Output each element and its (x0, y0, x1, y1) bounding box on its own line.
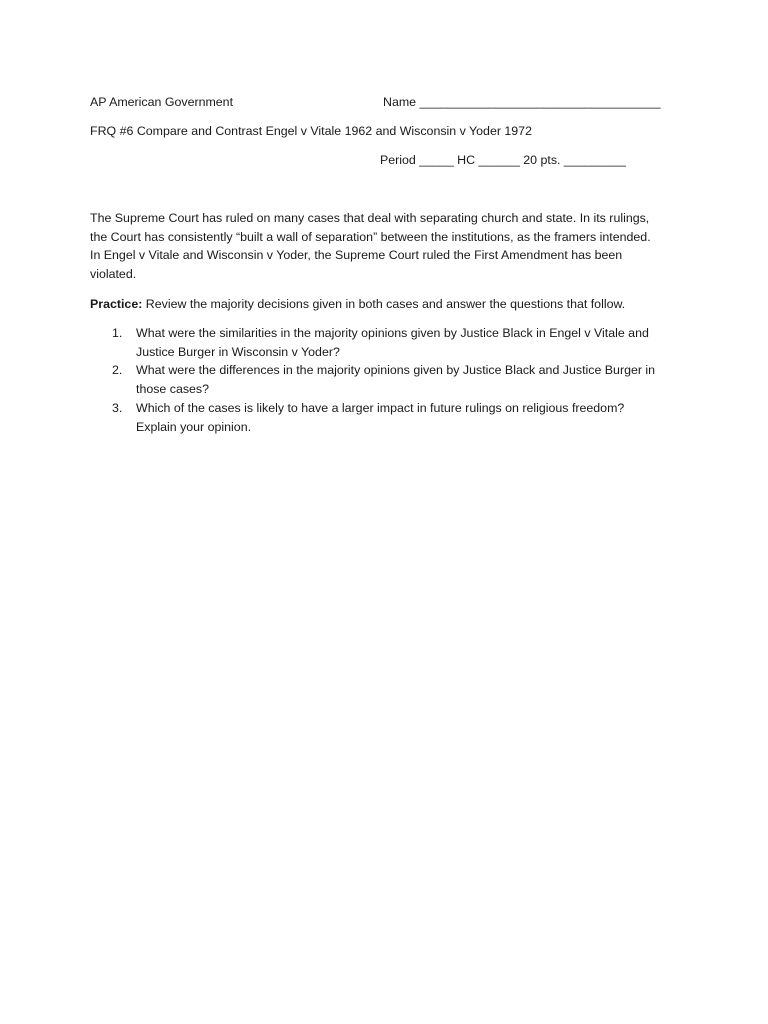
question-line: What were the similarities in the majority opinions given by Justice Black in Engel v Vitale and (136, 326, 649, 340)
name-field: Name ___________________________________ (383, 95, 661, 109)
practice-label: Practice: (90, 297, 143, 311)
list-item (90, 361, 690, 398)
intro-line: In Engel v Vitale and Wisconsin v Yoder, the Supreme Court ruled the First Amendment has been (90, 248, 623, 263)
question-number: 2. (112, 363, 123, 378)
course-title: AP American Government (90, 95, 234, 109)
question-line: Explain your opinion. (136, 419, 252, 434)
question-line: those cases? (136, 382, 210, 397)
question-line: Justice Burger in Wisconsin v Yoder? (136, 344, 340, 359)
assignment-title: FRQ #6 Compare and Contrast Engel v Vitale 1962 and Wisconsin v Yoder 1972 (90, 124, 532, 138)
practice-text: Review the majority decisions given in both cases and answer the questions that follow. (142, 297, 626, 311)
list-item (90, 324, 690, 361)
period-score-field: Period _____ HC ______ 20 pts. _________ (380, 153, 626, 167)
practice-instructions (90, 295, 690, 314)
intro-paragraph (90, 209, 690, 284)
question-line: Which of the cases is likely to have a larger impact in future rulings on religious freedom? (136, 400, 625, 415)
practice-line (90, 295, 690, 314)
question-line: What were the differences in the majority opinions given by Justice Black and Justice Burger in (136, 363, 656, 378)
list-item (90, 399, 690, 436)
question-number: 1. (112, 326, 123, 340)
intro-line: The Supreme Court has ruled on many cases that deal with separating church and state. In its rulings, (90, 211, 650, 225)
question-number: 3. (112, 400, 123, 415)
intro-line: the Court has consistently “built a wall of separation” between the institutions, as the framers intended. (90, 229, 651, 244)
intro-line: violated. (90, 267, 137, 282)
question-list (90, 324, 690, 436)
